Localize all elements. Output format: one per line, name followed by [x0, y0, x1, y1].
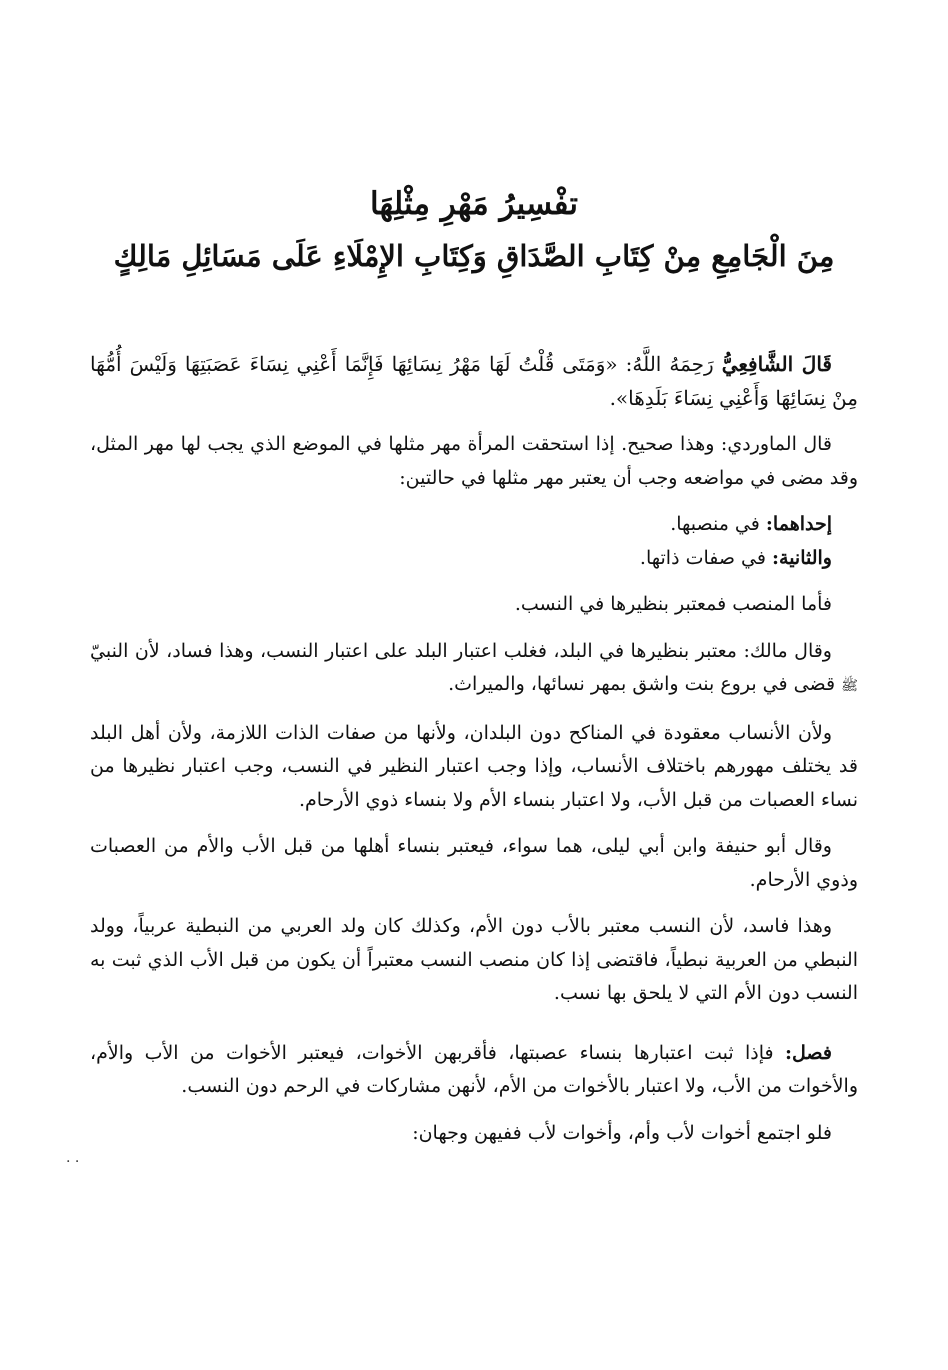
second-condition — [90, 542, 858, 576]
chapter-heading — [90, 178, 858, 282]
lineage-paragraph: فأما المنصب فمعتبر بنظيرها في النسب. — [514, 593, 832, 615]
refutation-paragraph: وهذا فاسد، لأن النسب معتبر بالأب دون الأم، وكذلك كان ولد العربي من النبطية عربياً، وولد النبطي من العربية نبطياً، فاقتضى إذا كان منصب النسب معتبراً أن يكون من قبل الأب الذي ثبت به النسب دون الأم التي لا يلحق بها نسب. — [90, 915, 858, 1004]
lineages-paragraph: ولأن الأنساب معقودة في المناكح دون البلدان، ولأنها من صفات الذات اللازمة، ولأن أهل البلد قد يختلف مهورهم باختلاف الأنساب، وإذا وجب اعتبار النظير في النسب، وجب اعتبار نظيرها من نساء العصبات من قبل الأب، ولا اعتبار بنساء الأم ولا بنساء ذوي الأرحام. — [90, 721, 858, 811]
blessing-glyph: ﷺ — [841, 678, 858, 694]
speaker-name: قَالَ الشَّافِعِيُّ — [721, 352, 832, 376]
chapter-subtitle: مِنَ الْجَامِعِ مِنْ كِتَابِ الصَّدَاقِ وَكِتَابِ الإِمْلَاءِ عَلَى مَسَائِلِ مَالِكٍ — [113, 239, 835, 273]
quote-text: رَحِمَهُ اللَّهُ: «وَمَتَى قُلْتُ لَهَا مَهْرُ نِسَائِهَا فَإِنَّمَا أَعْنِي نِسَاءَ عَصَبَتِهَا وَلَيْسَ أُمُّهَا مِنْ نِسَائِهَا وَأَعْنِي نِسَاءَ بَلَدِهَا». — [90, 352, 858, 410]
abu-hanifa-paragraph: وقال أبو حنيفة وابن أبي ليلى، هما سواء، فيعتبر بنساء أهلها من قبل الأب والأم من العصبات وذوي الأرحام. — [90, 835, 858, 891]
second-condition-label: والثانية: — [772, 546, 832, 569]
margin-mark: . . — [66, 1150, 80, 1166]
first-condition-label: إحداهما: — [765, 513, 832, 535]
malik-paragraph — [90, 635, 858, 704]
malik-text-b: قضى في بروع بنت واشق بمهر نسائها، والميراث. — [448, 673, 842, 695]
malik-text-a: وقال مالك: معتبر بنظيرها في البلد، فغلب اعتبار البلد على اعتبار النسب، وهذا فساد، لأن النبيّ — [90, 639, 832, 662]
second-condition-text: في صفات ذاتها. — [639, 546, 772, 569]
mawardi-paragraph: قال الماوردي: وهذا صحيح. إذا استحقت المرأة مهر مثلها في الموضع الذي يجب لها مهر المثل، وقد مضى في مواضعه وجب أن يعتبر مهر مثلها في حالتين: — [90, 433, 858, 489]
first-condition — [90, 508, 858, 542]
shafii-quote-paragraph — [90, 348, 858, 415]
section-paragraph — [90, 1037, 858, 1104]
section-label: فصل: — [785, 1041, 832, 1064]
body-text — [90, 348, 858, 1163]
section-text: فإذا ثبت اعتبارها بنساء عصبتها، فأقربهن الأخوات، فيعتبر الأخوات من الأب والأم، والأخوات من الأب، ولا اعتبار بالأخوات من الأم، لأنهن مشاركات في الرحم دون النسب. — [90, 1041, 858, 1097]
first-condition-text: في منصبها. — [670, 513, 766, 535]
final-paragraph: فلو اجتمع أخوات لأب وأم، وأخوات لأب ففيهن وجهان: — [412, 1121, 832, 1144]
chapter-title: تفْسِيرُ مَهْرِ مِثْلِهَا — [370, 186, 578, 222]
